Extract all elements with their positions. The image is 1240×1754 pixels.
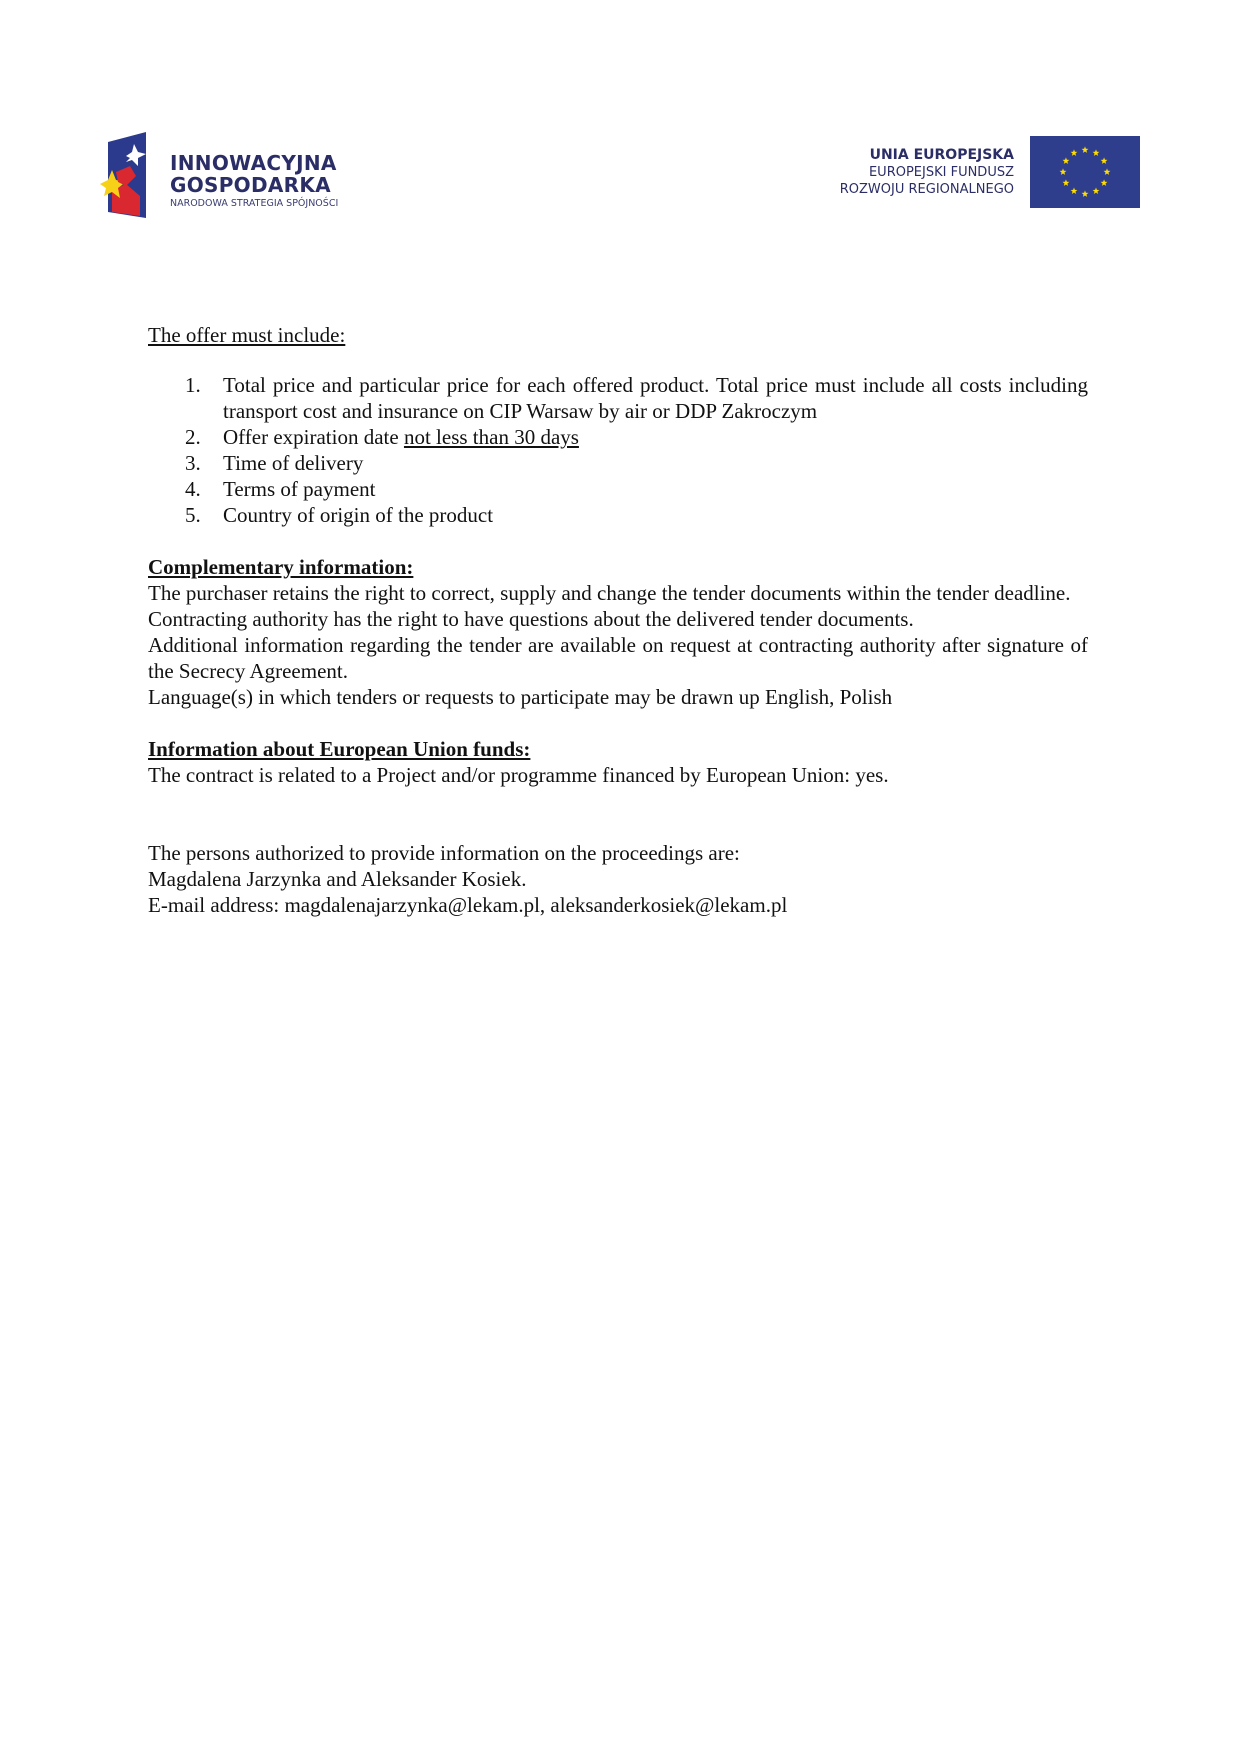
logo-line-gospodarka: GOSPODARKA: [170, 173, 331, 197]
contact-names: Magdalena Jarzynka and Aleksander Kosiek.: [148, 867, 527, 891]
list-item-underlined-text: not less than 30 days: [403, 425, 579, 449]
contact-intro: The persons authorized to provide information on the proceedings are:: [148, 841, 740, 865]
list-item: [148, 424, 1088, 450]
complementary-paragraph: Additional information regarding the tender are available on request at contracting authority after signature of the Secrecy Agreement.: [148, 633, 1088, 683]
logo-line-innowacyjna: INNOWACYJNA: [170, 151, 337, 175]
list-item-text: Country of origin of the product: [223, 503, 494, 527]
list-item-number: 3.: [185, 451, 201, 475]
list-item-text: Terms of payment: [223, 477, 376, 501]
innowacyjna-gospodarka-logo-text: [170, 152, 338, 210]
complementary-paragraph: Contracting authority has the right to have questions about the delivered tender documents.: [148, 607, 914, 631]
eu-logo-text: [840, 146, 1014, 198]
list-item-text: Offer expiration date: [223, 425, 404, 449]
list-item-number: 4.: [185, 477, 201, 501]
eu-logo-line-unia: UNIA EUROPEJSKA: [869, 147, 1014, 163]
innowacyjna-gospodarka-logo-icon: [100, 132, 154, 218]
complementary-paragraph: Language(s) in which tenders or requests to participate may be drawn up English, Polish: [148, 685, 893, 709]
list-item-number: 2.: [185, 425, 201, 449]
eu-logo: [820, 136, 1140, 210]
list-item: [148, 476, 1088, 502]
eu-flag-icon: [1030, 136, 1140, 208]
complementary-paragraph: The purchaser retains the right to correct, supply and change the tender documents within the tender deadline.: [148, 581, 1071, 605]
document-body: [148, 322, 1088, 918]
list-item: [148, 450, 1088, 476]
list-item-number: 5.: [185, 503, 201, 527]
eu-logo-line-fundusz: EUROPEJSKI FUNDUSZ: [868, 165, 1014, 180]
innowacyjna-gospodarka-logo: [100, 132, 380, 222]
list-item: [148, 502, 1088, 528]
eu-funds-paragraph: The contract is related to a Project and/or programme financed by European Union: yes.: [148, 763, 889, 787]
complementary-heading: Complementary information:: [148, 555, 414, 579]
logo-line-strategia: NARODOWA STRATEGIA SPÓJNOŚCI: [170, 198, 339, 209]
contact-emails: E-mail address: magdalenajarzynka@lekam.pl, aleksanderkosiek@lekam.pl: [148, 893, 788, 917]
eu-funds-heading: Information about European Union funds:: [148, 737, 531, 761]
offer-requirements-list: [148, 372, 1088, 528]
eu-logo-line-rozwoju: ROZWOJU REGIONALNEGO: [839, 182, 1014, 197]
list-item-text: Total price and particular price for each offered product. Total price must include all costs including transport cost and insurance on CIP Warsaw by air or DDP Zakroczym: [223, 373, 1088, 423]
offer-heading: The offer must include:: [148, 323, 346, 347]
list-item-text: Time of delivery: [223, 451, 364, 475]
list-item-number: 1.: [185, 373, 201, 397]
list-item: [148, 372, 1088, 424]
